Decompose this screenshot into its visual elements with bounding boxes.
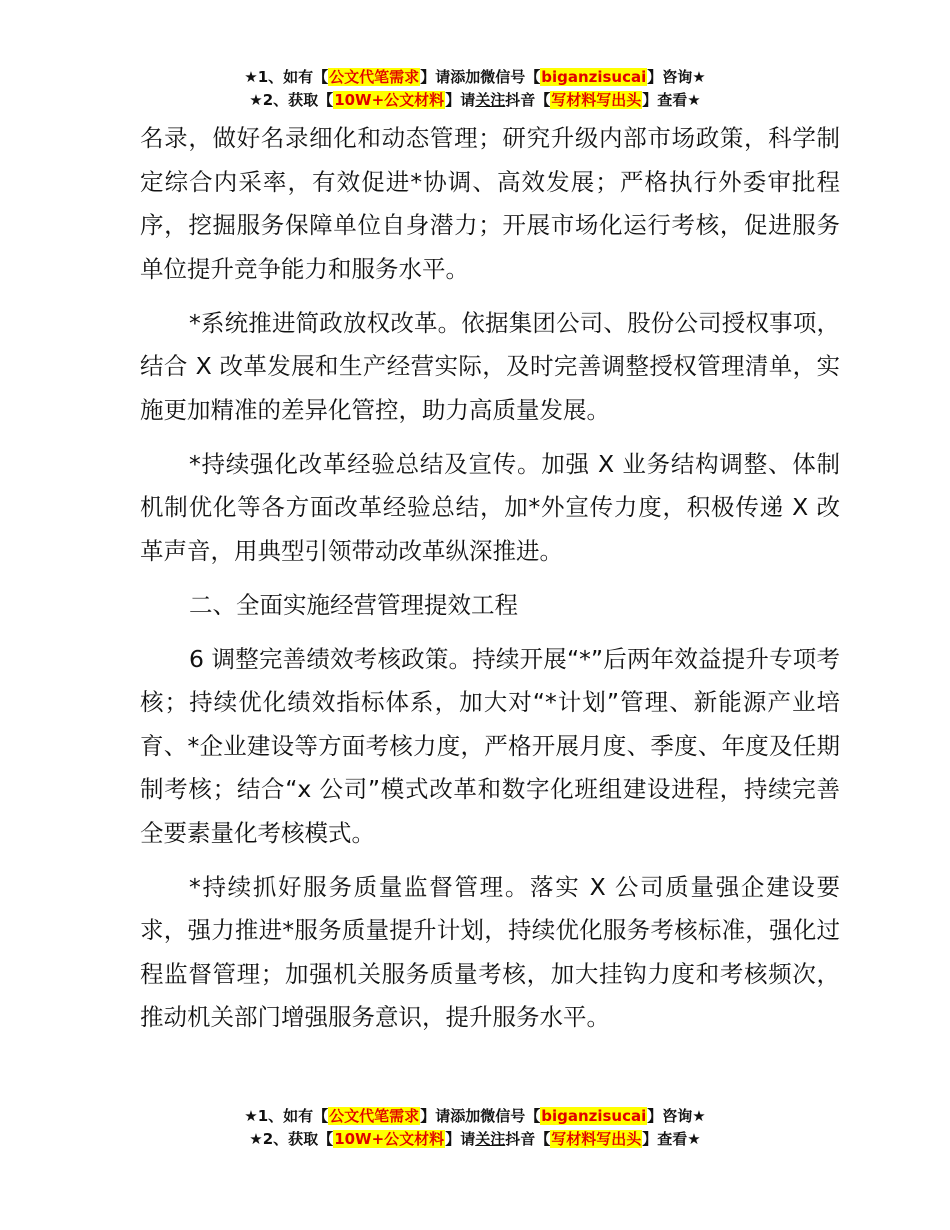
paragraph-reform-experience: *持续强化改革经验总结及宣传。加强 X 业务结构调整、体制机制优化等各方面改革经验总结，加*外宣传力度，积极传递 X 改革声音，用典型引领带动改革纵深推进。 xyxy=(140,449,840,565)
banner-text: 抖音【 xyxy=(505,1130,551,1148)
header-banner xyxy=(0,66,950,112)
banner-text: 】请 xyxy=(445,1130,476,1148)
banner-line-2 xyxy=(0,89,950,112)
banner-text: ★2、获取【 xyxy=(249,1130,334,1148)
banner-line-2 xyxy=(0,1128,950,1151)
highlight-wechat-id: biganzisucai xyxy=(541,68,647,86)
banner-text: 】咨询★ xyxy=(647,1107,706,1125)
banner-text: ★2、获取【 xyxy=(249,91,334,109)
underlined-follow: 关注 xyxy=(475,1130,506,1148)
banner-text: 】查看★ xyxy=(642,91,701,109)
banner-text: ★1、如有【 xyxy=(244,68,329,86)
highlight-materials: 10W+公文材料 xyxy=(334,1130,445,1148)
highlight-douyin: 写材料写出头 xyxy=(551,1130,642,1148)
banner-text: ★1、如有【 xyxy=(244,1107,329,1125)
section-heading-2: 二、全面实施经营管理提效工程 xyxy=(189,590,518,619)
document-body xyxy=(140,117,840,1050)
banner-text: 】请 xyxy=(445,91,476,109)
underlined-follow: 关注 xyxy=(475,91,506,109)
highlight-wechat-id: biganzisucai xyxy=(541,1107,647,1125)
paragraph-continuation: 名录，做好名录细化和动态管理；研究升级内部市场政策，科学制定综合内采率，有效促进*协调、高效发展；严格执行外委审批程序，挖掘服务保障单位自身潜力；开展市场化运行考核，促进服务单位提升竞争能力和服务水平。 xyxy=(140,124,840,283)
highlight-service: 公文代笔需求 xyxy=(329,68,420,86)
paragraph-performance-assessment: 6 调整完善绩效考核政策。持续开展“*”后两年效益提升专项考核；持续优化绩效指标体系，加大对“*计划”管理、新能源产业培育、*企业建设等方面考核力度，严格开展月度、季度、年度及任期制考核；结合“x 公司”模式改革和数字化班组建设进程，持续完善全要素量化考核模式。 xyxy=(140,644,840,847)
banner-text: 】查看★ xyxy=(642,1130,701,1148)
highlight-service: 公文代笔需求 xyxy=(329,1107,420,1125)
paragraph-service-quality: *持续抓好服务质量监督管理。落实 X 公司质量强企建设要求，强力推进*服务质量提升计划，持续优化服务考核标准，强化过程监督管理；加强机关服务质量考核，加大挂钩力度和考核频次，推动机关部门增强服务意识，提升服务水平。 xyxy=(140,872,840,1031)
banner-text: 抖音【 xyxy=(505,91,551,109)
footer-banner xyxy=(0,1105,950,1151)
banner-line-1 xyxy=(0,1105,950,1128)
paragraph-simplify-administration: *系统推进简政放权改革。依据集团公司、股份公司授权事项，结合 X 改革发展和生产经营实际，及时完善调整授权管理清单，实施更加精准的差异化管控，助力高质量发展。 xyxy=(140,308,840,424)
banner-line-1 xyxy=(0,66,950,89)
banner-text: 】咨询★ xyxy=(647,68,706,86)
highlight-douyin: 写材料写出头 xyxy=(551,91,642,109)
highlight-materials: 10W+公文材料 xyxy=(334,91,445,109)
banner-text: 】请添加微信号【 xyxy=(420,68,541,86)
banner-text: 】请添加微信号【 xyxy=(420,1107,541,1125)
